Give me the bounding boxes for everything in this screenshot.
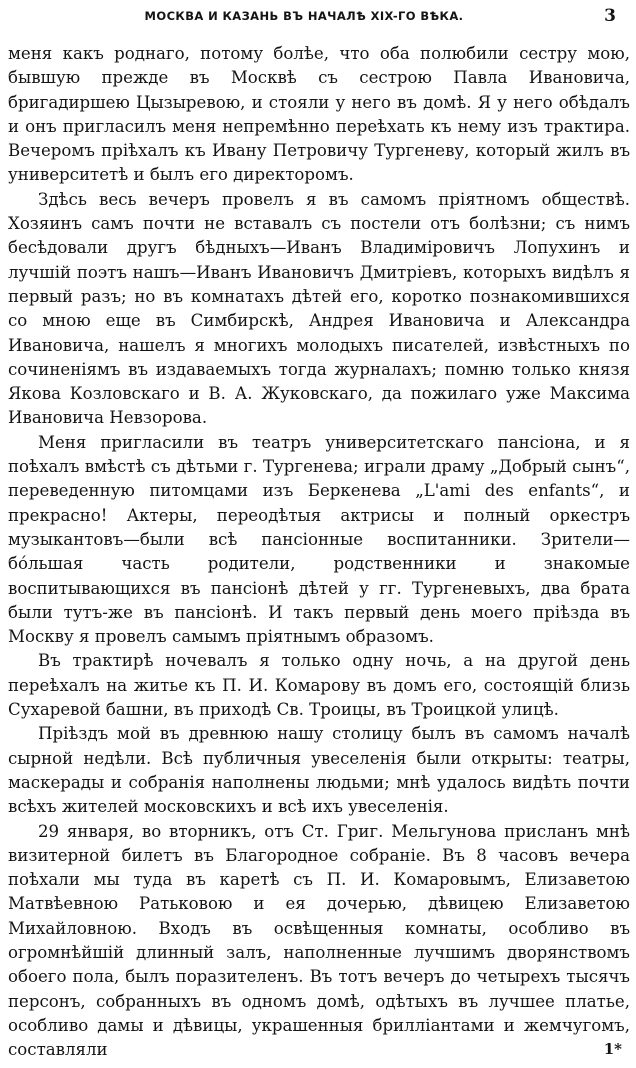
paragraph-5: Пріѣздъ мой въ древнюю нашу столицу былъ въ самомъ началѣ сырной недѣли. Всѣ публичныя увеселенія были открыты: театры, маскерады и собранія наполнены людьми; мнѣ удалось видѣть почти всѣхъ жителей московскихъ и всѣ ихъ увеселенія. [8, 724, 630, 817]
paragraph-6: 29 января, во вторникъ, отъ Ст. Григ. Мельгунова присланъ мнѣ визитерной билетъ въ Благородное собраніе. Въ 8 часовъ вечера поѣхали мы туда въ каретѣ съ П. И. Комаровымъ, Елизаветою Матвѣевною Ратьковою и ея дочерью, дѣвицею Елизаветою Михайловною. Входъ въ освѣщенныя комнаты, особливо въ огромнѣйшій длинный залъ, наполненные лучшимъ дворянствомъ обоего пола, былъ поразителенъ. Въ тотъ вечеръ до четырехъ тысячъ персонъ, собранныхъ въ одномъ домѣ, одѣтыхъ въ лучшее платье, особливо дамы и дѣвицы, украшенныя брилліантами и жемчугомъ, составляли [8, 821, 630, 1060]
page-body [8, 42, 630, 1062]
page-number: 3 [604, 6, 616, 26]
paragraph-3: Меня пригласили въ театръ университетскаго пансіона, и я поѣхалъ вмѣстѣ съ дѣтьми г. Тургенева; играли драму „Добрый сынъ“, переведенную питомцами изъ Беркенева „L'ami des enfants“, и прекрасно! Актеры, переодѣтыя актрисы и полный оркестръ музыкантовъ—были всѣ пансіонные воспитанники. Зрители—бо́льшая часть родители, родственники и знакомые воспитывающихся въ пансіонѣ дѣтей у гг. Тургеневыхъ, два брата были тутъ-же въ пансіонѣ. И такъ первый день моего пріѣзда въ Москву я провелъ самымъ пріятнымъ образомъ. [8, 432, 630, 647]
running-header [8, 6, 630, 32]
paragraph-1: меня какъ роднаго, потому болѣе, что оба полюбили сестру мою, бывшую прежде въ Москвѣ съ сестрою Павла Ивановича, бригадиршею Цызыревою, и стояли у него въ домѣ. Я у него обѣдалъ и онъ пригласилъ меня непремѣнно переѣхать къ нему изъ трактира. Вечеромъ пріѣхалъ къ Ивану Петровичу Тургеневу, который жилъ въ университетѣ и былъ его директоромъ. [8, 44, 630, 185]
running-title: МОСКВА И КАЗАНЬ ВЪ НАЧАЛѢ XIX-ГО ВѢКА. [144, 9, 464, 23]
paragraph-2: Здѣсь весь вечеръ провелъ я въ самомъ пріятномъ обществѣ. Хозяинъ самъ почти не вставалъ съ постели отъ болѣзни; съ нимъ бесѣдовали другъ бѣдныхъ—Иванъ Владиміровичъ Лопухинъ и лучшій поэтъ нашъ—Иванъ Ивановичъ Дмитріевъ, которыхъ видѣлъ я первый разъ; но въ комнатахъ дѣтей его, коротко познакомившихся со мною еще въ Симбирскѣ, Андрея Ивановича и Александра Ивановича, нашелъ я многихъ молодыхъ писателей, извѣстныхъ по сочиненіямъ въ издаваемыхъ тогда журналахъ; помню только князя Якова Козловскаго и В. А. Жуковскаго, да пожилаго уже Максима Ивановича Невзорова. [8, 189, 630, 428]
printer-signature-mark: 1* [603, 1040, 622, 1058]
paragraph-4: Въ трактирѣ ночевалъ я только одну ночь, а на другой день переѣхалъ на житье къ П. И. Комарову въ домъ его, состоящій близь Сухаревой башни, въ приходѣ Св. Троицы, въ Троицкой улицѣ. [8, 651, 630, 720]
